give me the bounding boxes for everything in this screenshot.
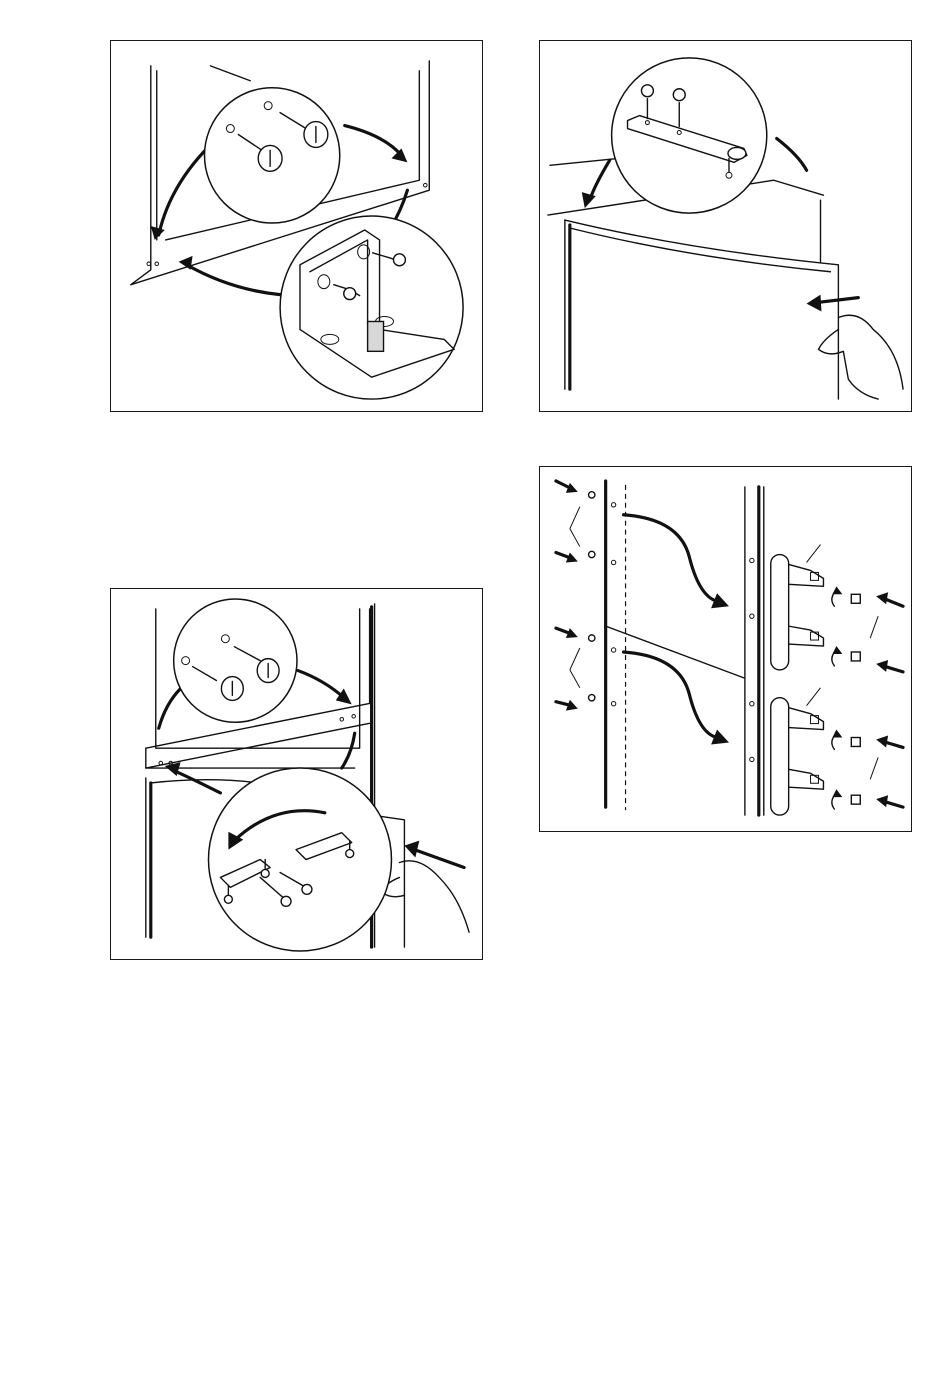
hinge-swap-detail-circle — [208, 768, 391, 951]
screw-icon — [641, 85, 653, 97]
cabinet-left-edge — [131, 66, 151, 285]
figure-lower-hinge-removal — [110, 40, 483, 412]
arrow-left-curve — [173, 770, 221, 793]
plug-detail-circle — [174, 599, 297, 722]
handle-lower — [771, 698, 789, 815]
handle-upper — [771, 555, 789, 670]
arrow-move-handle-lower — [624, 652, 717, 738]
arrow-push-door — [817, 298, 859, 303]
arrow-hinge-move — [187, 265, 280, 295]
screw-icon — [281, 896, 291, 906]
screw-icon — [589, 635, 595, 641]
figure-middle-hinge-swap — [110, 588, 483, 960]
arrow-right-curve — [345, 126, 402, 156]
screw-icon — [393, 254, 405, 266]
cap-icon — [851, 652, 860, 661]
cap-icon — [851, 738, 860, 747]
hinge-detail-circle — [280, 216, 463, 399]
screw-icon — [344, 288, 356, 300]
cap-icon — [851, 594, 860, 603]
screw-icon — [589, 695, 595, 701]
figure-top-hinge-install — [539, 40, 912, 412]
screw-icon — [589, 492, 595, 498]
middle-hinge-swap-illustration — [111, 589, 482, 959]
top-hinge-install-illustration — [540, 41, 911, 411]
door-top-edge — [565, 220, 839, 399]
arrow-down-left — [590, 160, 610, 200]
screw-icon — [673, 89, 685, 101]
cap-icon — [851, 795, 860, 804]
figure-handle-relocation — [539, 466, 912, 832]
hand-icon — [818, 315, 903, 399]
handle-relocation-illustration — [540, 467, 911, 831]
arrow-push-door — [414, 850, 464, 868]
top-hinge-detail-circle — [612, 58, 767, 213]
arrow-move-handle-upper — [624, 515, 717, 602]
hinge-removal-illustration — [111, 41, 482, 411]
screw-icon — [302, 884, 312, 894]
screw-icon — [589, 551, 595, 557]
arrow-right-curve — [298, 671, 345, 699]
hand-icon — [382, 861, 470, 932]
hinge-pin-icon — [368, 321, 384, 351]
